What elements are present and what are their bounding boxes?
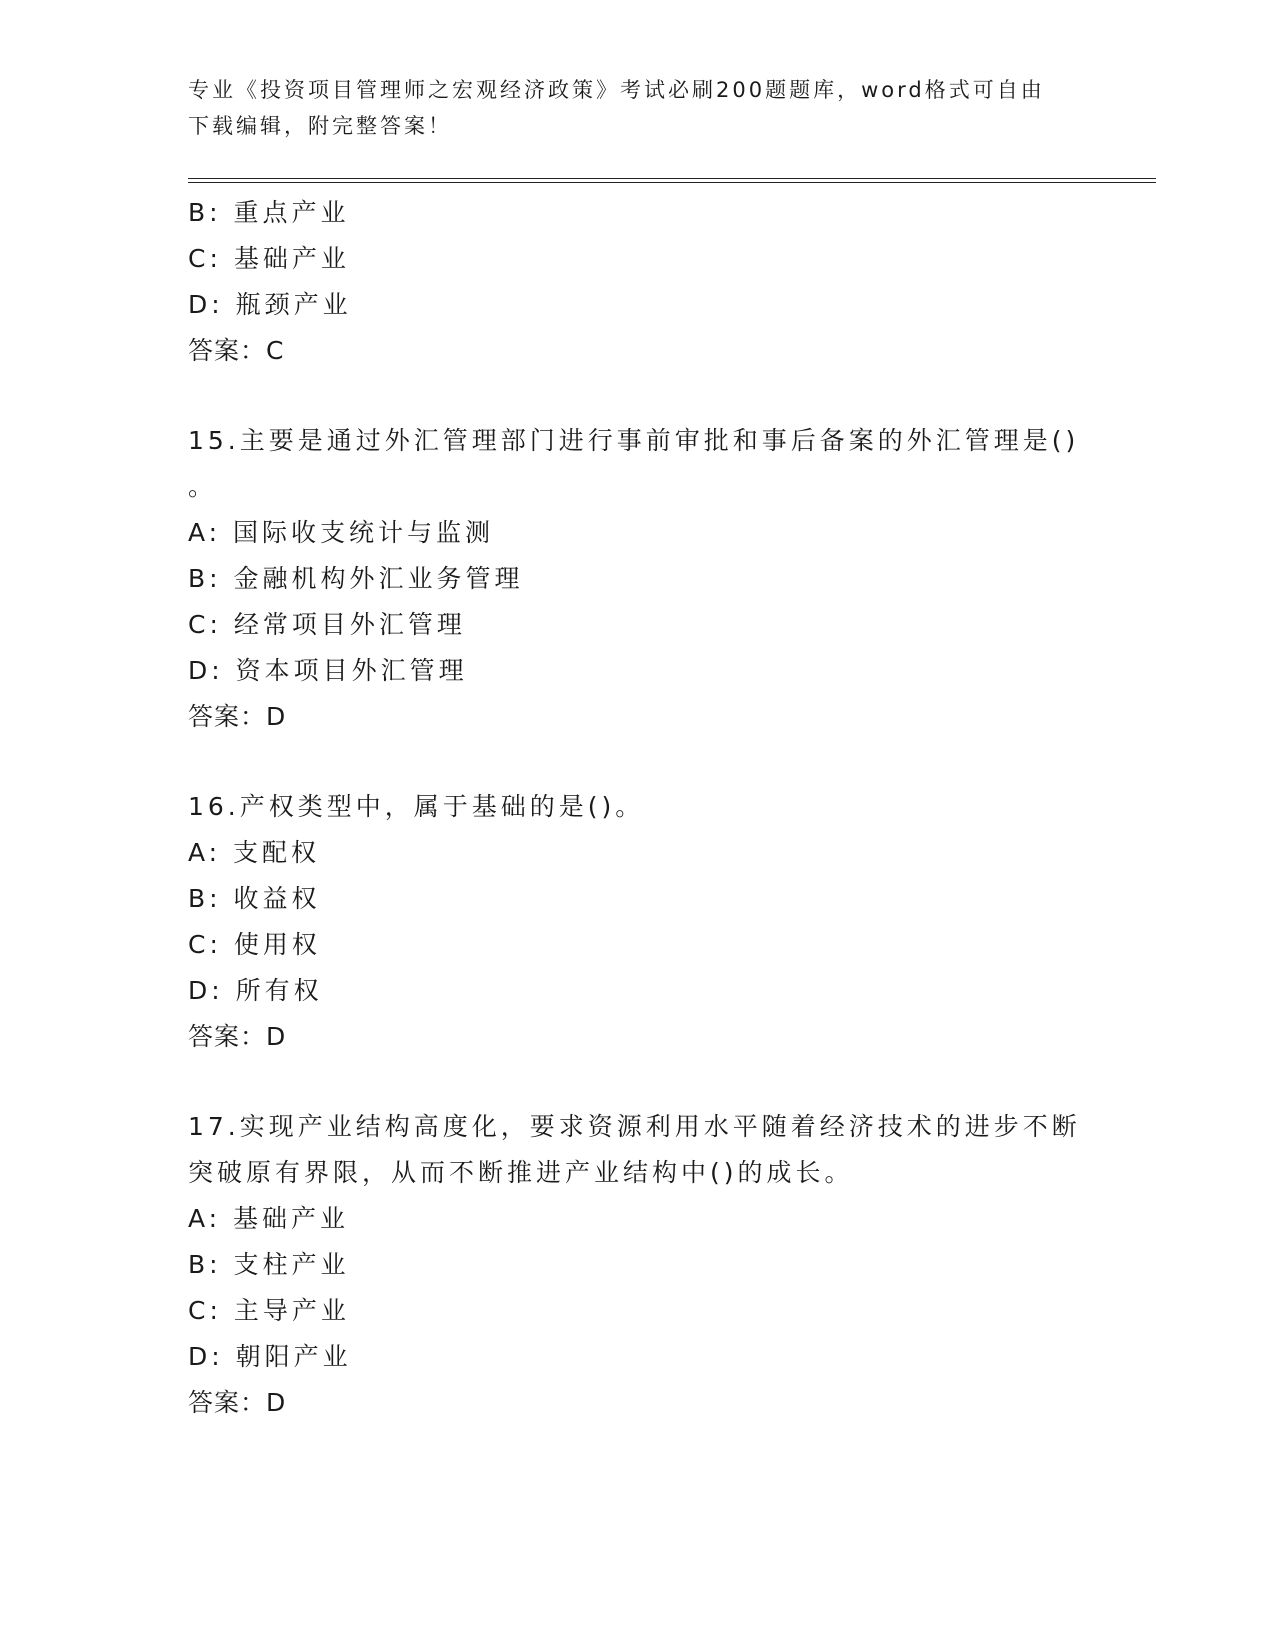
option-d: D: 瓶颈产业 [188, 290, 352, 319]
option-d: D: 所有权 [188, 976, 323, 1005]
question-16 [188, 784, 1088, 1060]
option-c: C: 主导产业 [188, 1296, 350, 1325]
question-14-tail [188, 190, 1088, 374]
question-list [188, 190, 1088, 1426]
option-d: D: 朝阳产业 [188, 1342, 352, 1371]
answer: 答案：D [188, 1022, 287, 1051]
question-text-continued: 。 [188, 472, 218, 501]
option-c: C: 基础产业 [188, 244, 350, 273]
document-intro: 专业《投资项目管理师之宏观经济政策》考试必刷200题题库，word格式可自由下载编辑，附完整答案！ [188, 78, 1045, 138]
option-c: C: 使用权 [188, 930, 321, 959]
option-b: B: 支柱产业 [188, 1250, 350, 1279]
option-d: D: 资本项目外汇管理 [188, 656, 468, 685]
header-divider-bottom [188, 182, 1156, 183]
answer: 答案：D [188, 1388, 287, 1417]
option-a: A: 国际收支统计与监测 [188, 518, 495, 547]
option-a: A: 基础产业 [188, 1204, 350, 1233]
header-divider-top [188, 178, 1156, 179]
option-a: A: 支配权 [188, 838, 321, 867]
option-b: B: 收益权 [188, 884, 321, 913]
question-17 [188, 1104, 1088, 1426]
question-text: 15.主要是通过外汇管理部门进行事前审批和事后备案的外汇管理是() [188, 426, 1080, 455]
option-b: B: 重点产业 [188, 198, 350, 227]
question-text: 16.产权类型中，属于基础的是()。 [188, 792, 645, 821]
question-15 [188, 418, 1088, 740]
answer: 答案：D [188, 702, 287, 731]
option-b: B: 金融机构外汇业务管理 [188, 564, 524, 593]
option-c: C: 经常项目外汇管理 [188, 610, 466, 639]
question-text: 17.实现产业结构高度化，要求资源利用水平随着经济技术的进步不断 [188, 1112, 1081, 1141]
question-text-continued: 突破原有界限，从而不断推进产业结构中()的成长。 [188, 1158, 854, 1187]
answer: 答案：C [188, 336, 285, 365]
